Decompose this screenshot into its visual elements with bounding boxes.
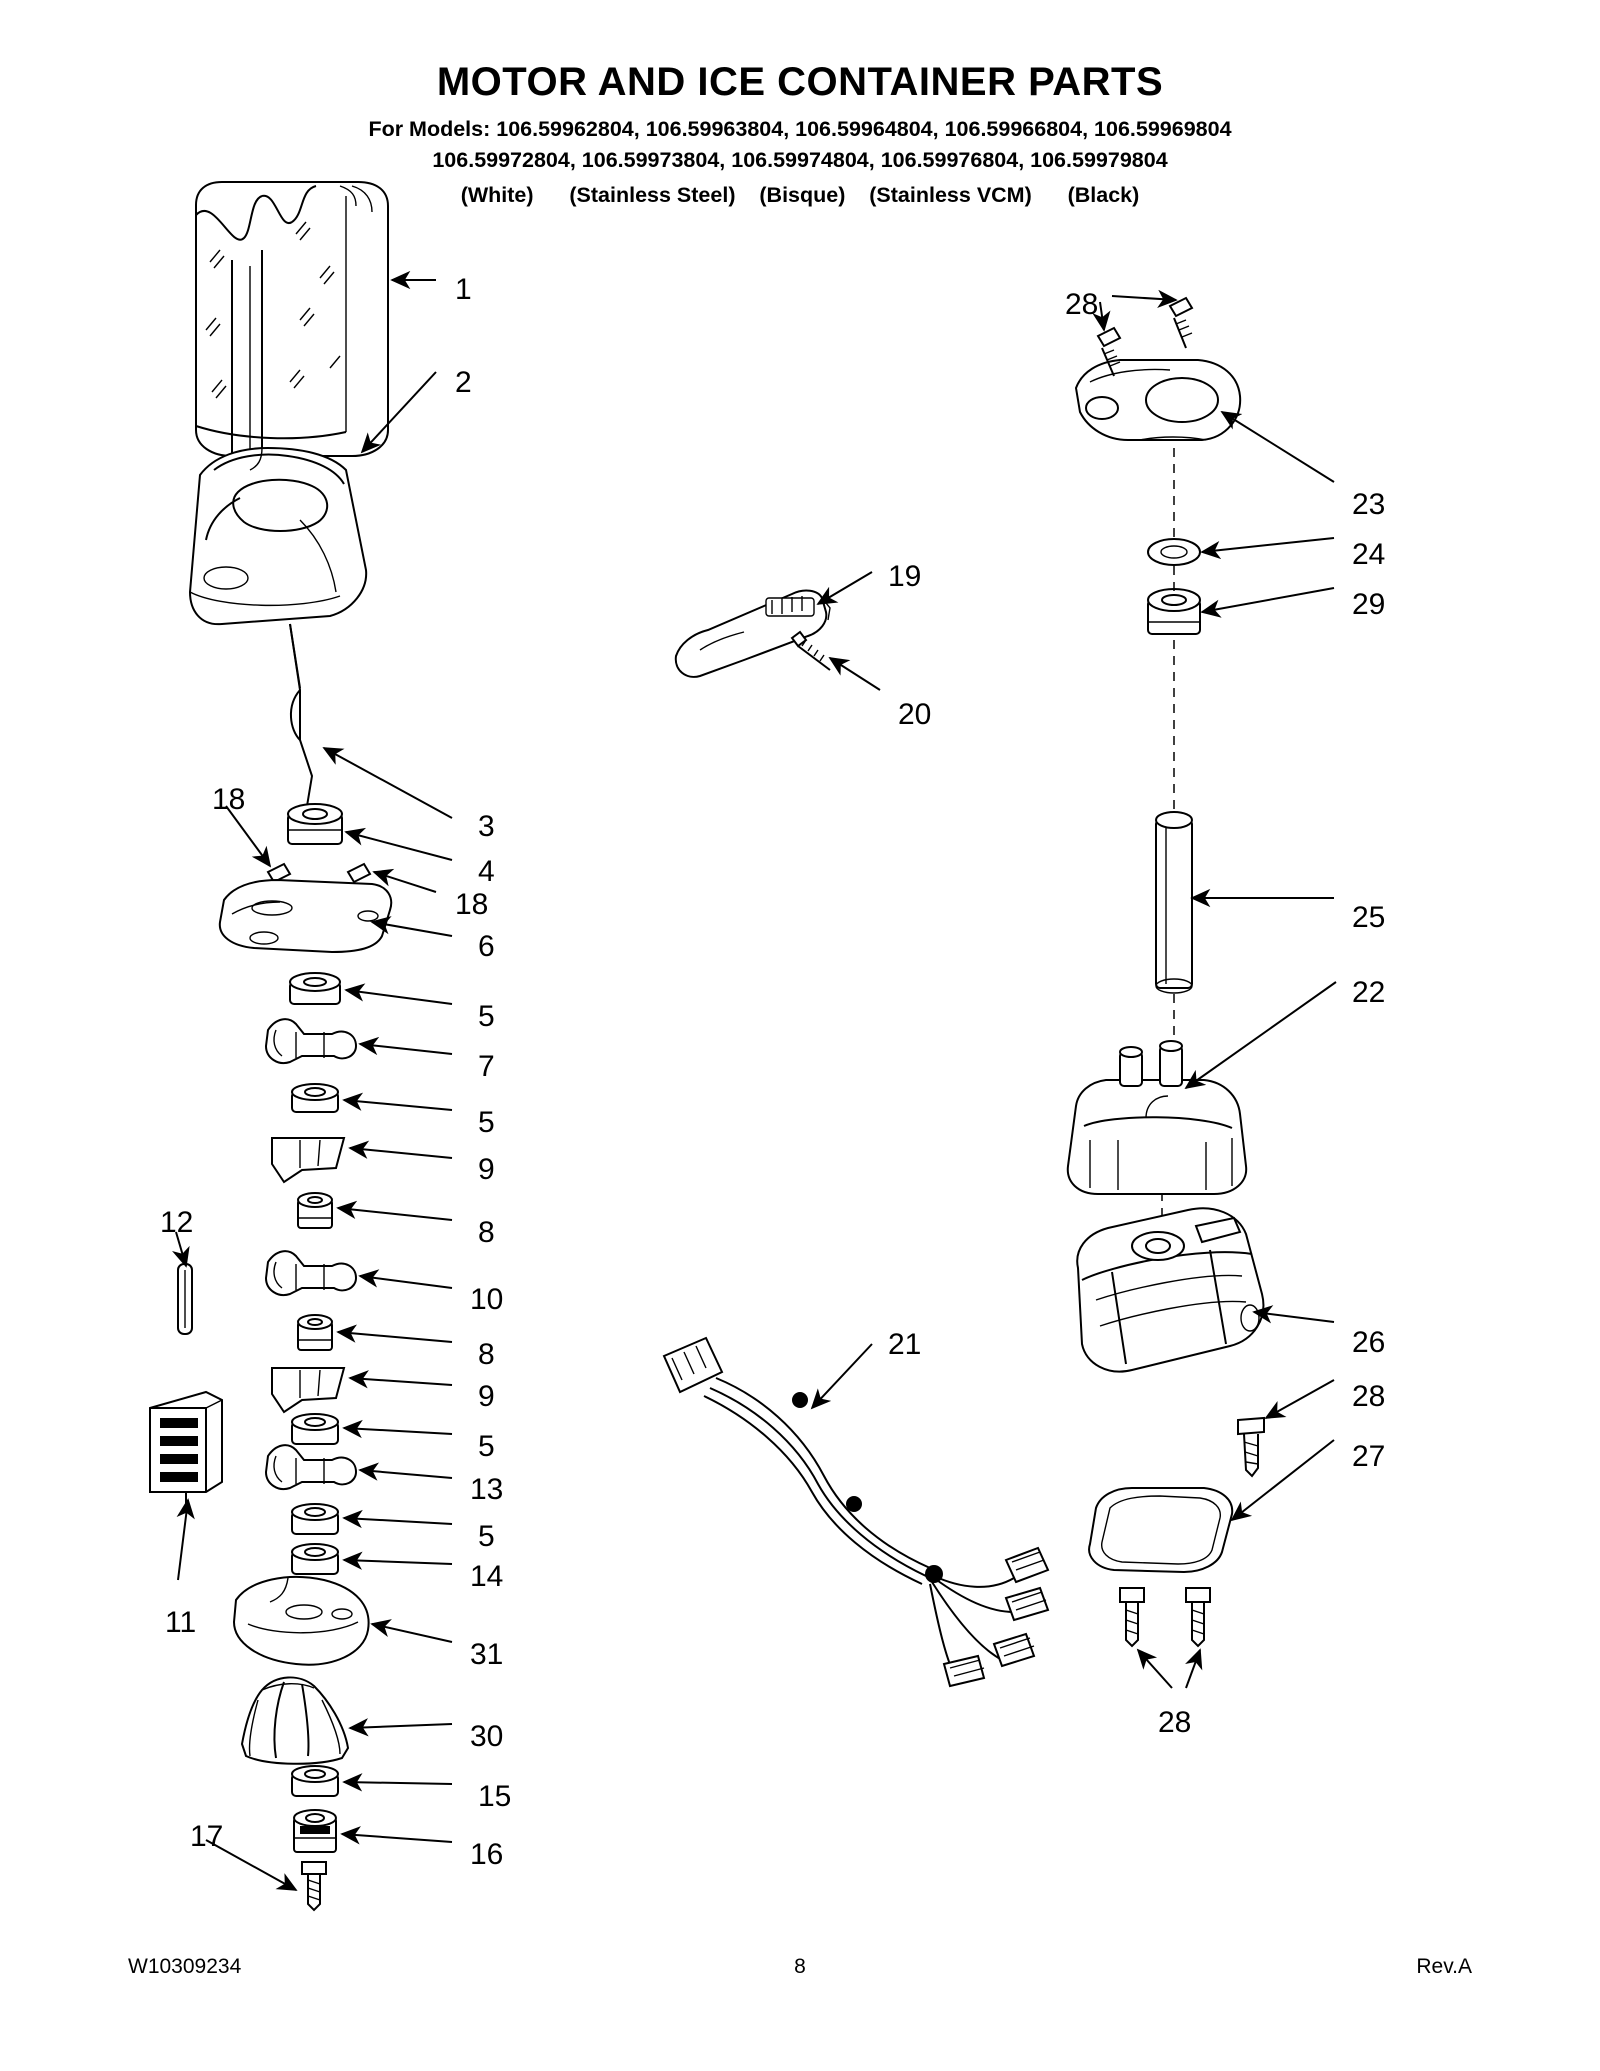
- part-washer-5d: [292, 1504, 338, 1534]
- callout-3: 3: [478, 810, 495, 843]
- callout-10: 10: [470, 1283, 504, 1316]
- part-screw-28-lower-right: [1186, 1588, 1210, 1646]
- revision-label: Rev.A: [1416, 1955, 1472, 1978]
- document-id: W10309234: [128, 1955, 242, 1978]
- callout-15: 15: [478, 1780, 512, 1813]
- callout-28-motor: 28: [1352, 1380, 1386, 1413]
- part-washer-5a: [290, 973, 340, 1004]
- part-lower-plate-31: [234, 1577, 369, 1665]
- callout-12: 12: [160, 1206, 194, 1239]
- callout-31: 31: [470, 1638, 504, 1671]
- callout-11: 11: [165, 1606, 197, 1639]
- part-pin-12: [178, 1264, 192, 1334]
- callout-6: 6: [478, 930, 495, 963]
- part-container-housing: [190, 448, 366, 624]
- callout-25: 25: [1352, 901, 1386, 934]
- part-o-ring-24: [1148, 539, 1200, 565]
- page-title: MOTOR AND ICE CONTAINER PARTS: [436, 60, 1164, 104]
- part-gasket-27: [1089, 1488, 1232, 1572]
- callout-8-b: 8: [478, 1338, 495, 1371]
- callout-28-top: 28: [1065, 288, 1099, 321]
- part-washer-14: [292, 1544, 338, 1574]
- callout-29: 29: [1352, 588, 1386, 621]
- part-lever-arm-19: [676, 591, 830, 677]
- document-footer: [0, 1955, 1600, 1985]
- part-screw-17: [302, 1862, 326, 1910]
- part-screw-28-top-right: [1170, 298, 1192, 348]
- page-number: 8: [794, 1955, 806, 1978]
- part-auger-blade-13: [266, 1445, 356, 1489]
- part-auger-cone-30: [242, 1677, 348, 1763]
- callout-26: 26: [1352, 1326, 1386, 1359]
- callout-5-a: 5: [478, 1000, 495, 1033]
- part-spacer-8a: [298, 1193, 332, 1228]
- callout-24: 24: [1352, 538, 1386, 571]
- callout-1: 1: [455, 273, 472, 306]
- part-bushing-29: [1148, 589, 1200, 634]
- part-washer-5c: [292, 1414, 338, 1444]
- models-line-1: For Models: 106.59962804, 106.59963804, 106.59964804, 106.59966804, 106.59969804: [368, 117, 1232, 141]
- callout-19: 19: [888, 560, 922, 593]
- callout-7: 7: [478, 1050, 495, 1083]
- callout-5-d: 5: [478, 1520, 495, 1553]
- callout-4: 4: [478, 855, 495, 888]
- part-auger-blade-10: [266, 1251, 356, 1295]
- callout-16: 16: [470, 1838, 504, 1871]
- part-upper-bearing: [288, 804, 342, 844]
- part-spacer-8b: [298, 1315, 332, 1350]
- part-bail-arm-rod: [290, 624, 312, 812]
- callout-14: 14: [470, 1560, 504, 1593]
- callout-22: 22: [1352, 976, 1386, 1009]
- part-switch-block-11: [150, 1392, 222, 1512]
- part-auger-blade-7: [266, 1019, 356, 1063]
- callout-13: 13: [470, 1473, 504, 1506]
- part-mount-bracket-23: [1076, 360, 1240, 440]
- callout-17: 17: [190, 1820, 224, 1853]
- part-ice-container-bin: [196, 182, 388, 456]
- part-screw-28-lower-left: [1120, 1588, 1144, 1646]
- callout-9-a: 9: [478, 1153, 495, 1186]
- callout-21: 21: [888, 1328, 922, 1361]
- callout-8-a: 8: [478, 1216, 495, 1249]
- part-motor-26: [1077, 1208, 1263, 1371]
- callout-18-right: 18: [455, 888, 489, 921]
- colors-line: (White) (Stainless Steel) (Bisque) (Stainless VCM) (Black): [460, 183, 1140, 208]
- callout-20: 20: [898, 698, 932, 731]
- callout-18-left: 18: [212, 783, 246, 816]
- part-wire-harness-21: [664, 1338, 1048, 1686]
- part-flat-blade-9b: [272, 1368, 344, 1412]
- callout-5-b: 5: [478, 1106, 495, 1139]
- models-line-2: 106.59972804, 106.59973804, 106.59974804, 106.59976804, 106.59979804: [432, 147, 1168, 172]
- part-screw-28-motor: [1238, 1418, 1264, 1476]
- part-support-bracket: [220, 880, 391, 952]
- part-washer-5b: [292, 1084, 338, 1112]
- callout-30: 30: [470, 1720, 504, 1753]
- callout-9-b: 9: [478, 1380, 495, 1413]
- callout-5-c: 5: [478, 1430, 495, 1463]
- part-washer-15: [292, 1766, 338, 1796]
- callout-28-lower: 28: [1158, 1706, 1192, 1739]
- part-flat-blade-9a: [272, 1138, 344, 1182]
- part-drive-shaft-25: [1156, 812, 1192, 993]
- callout-23: 23: [1352, 488, 1386, 521]
- part-screw-20: [792, 632, 830, 670]
- part-bushing-16: [294, 1810, 336, 1852]
- callout-27: 27: [1352, 1440, 1386, 1473]
- callout-2: 2: [455, 366, 472, 399]
